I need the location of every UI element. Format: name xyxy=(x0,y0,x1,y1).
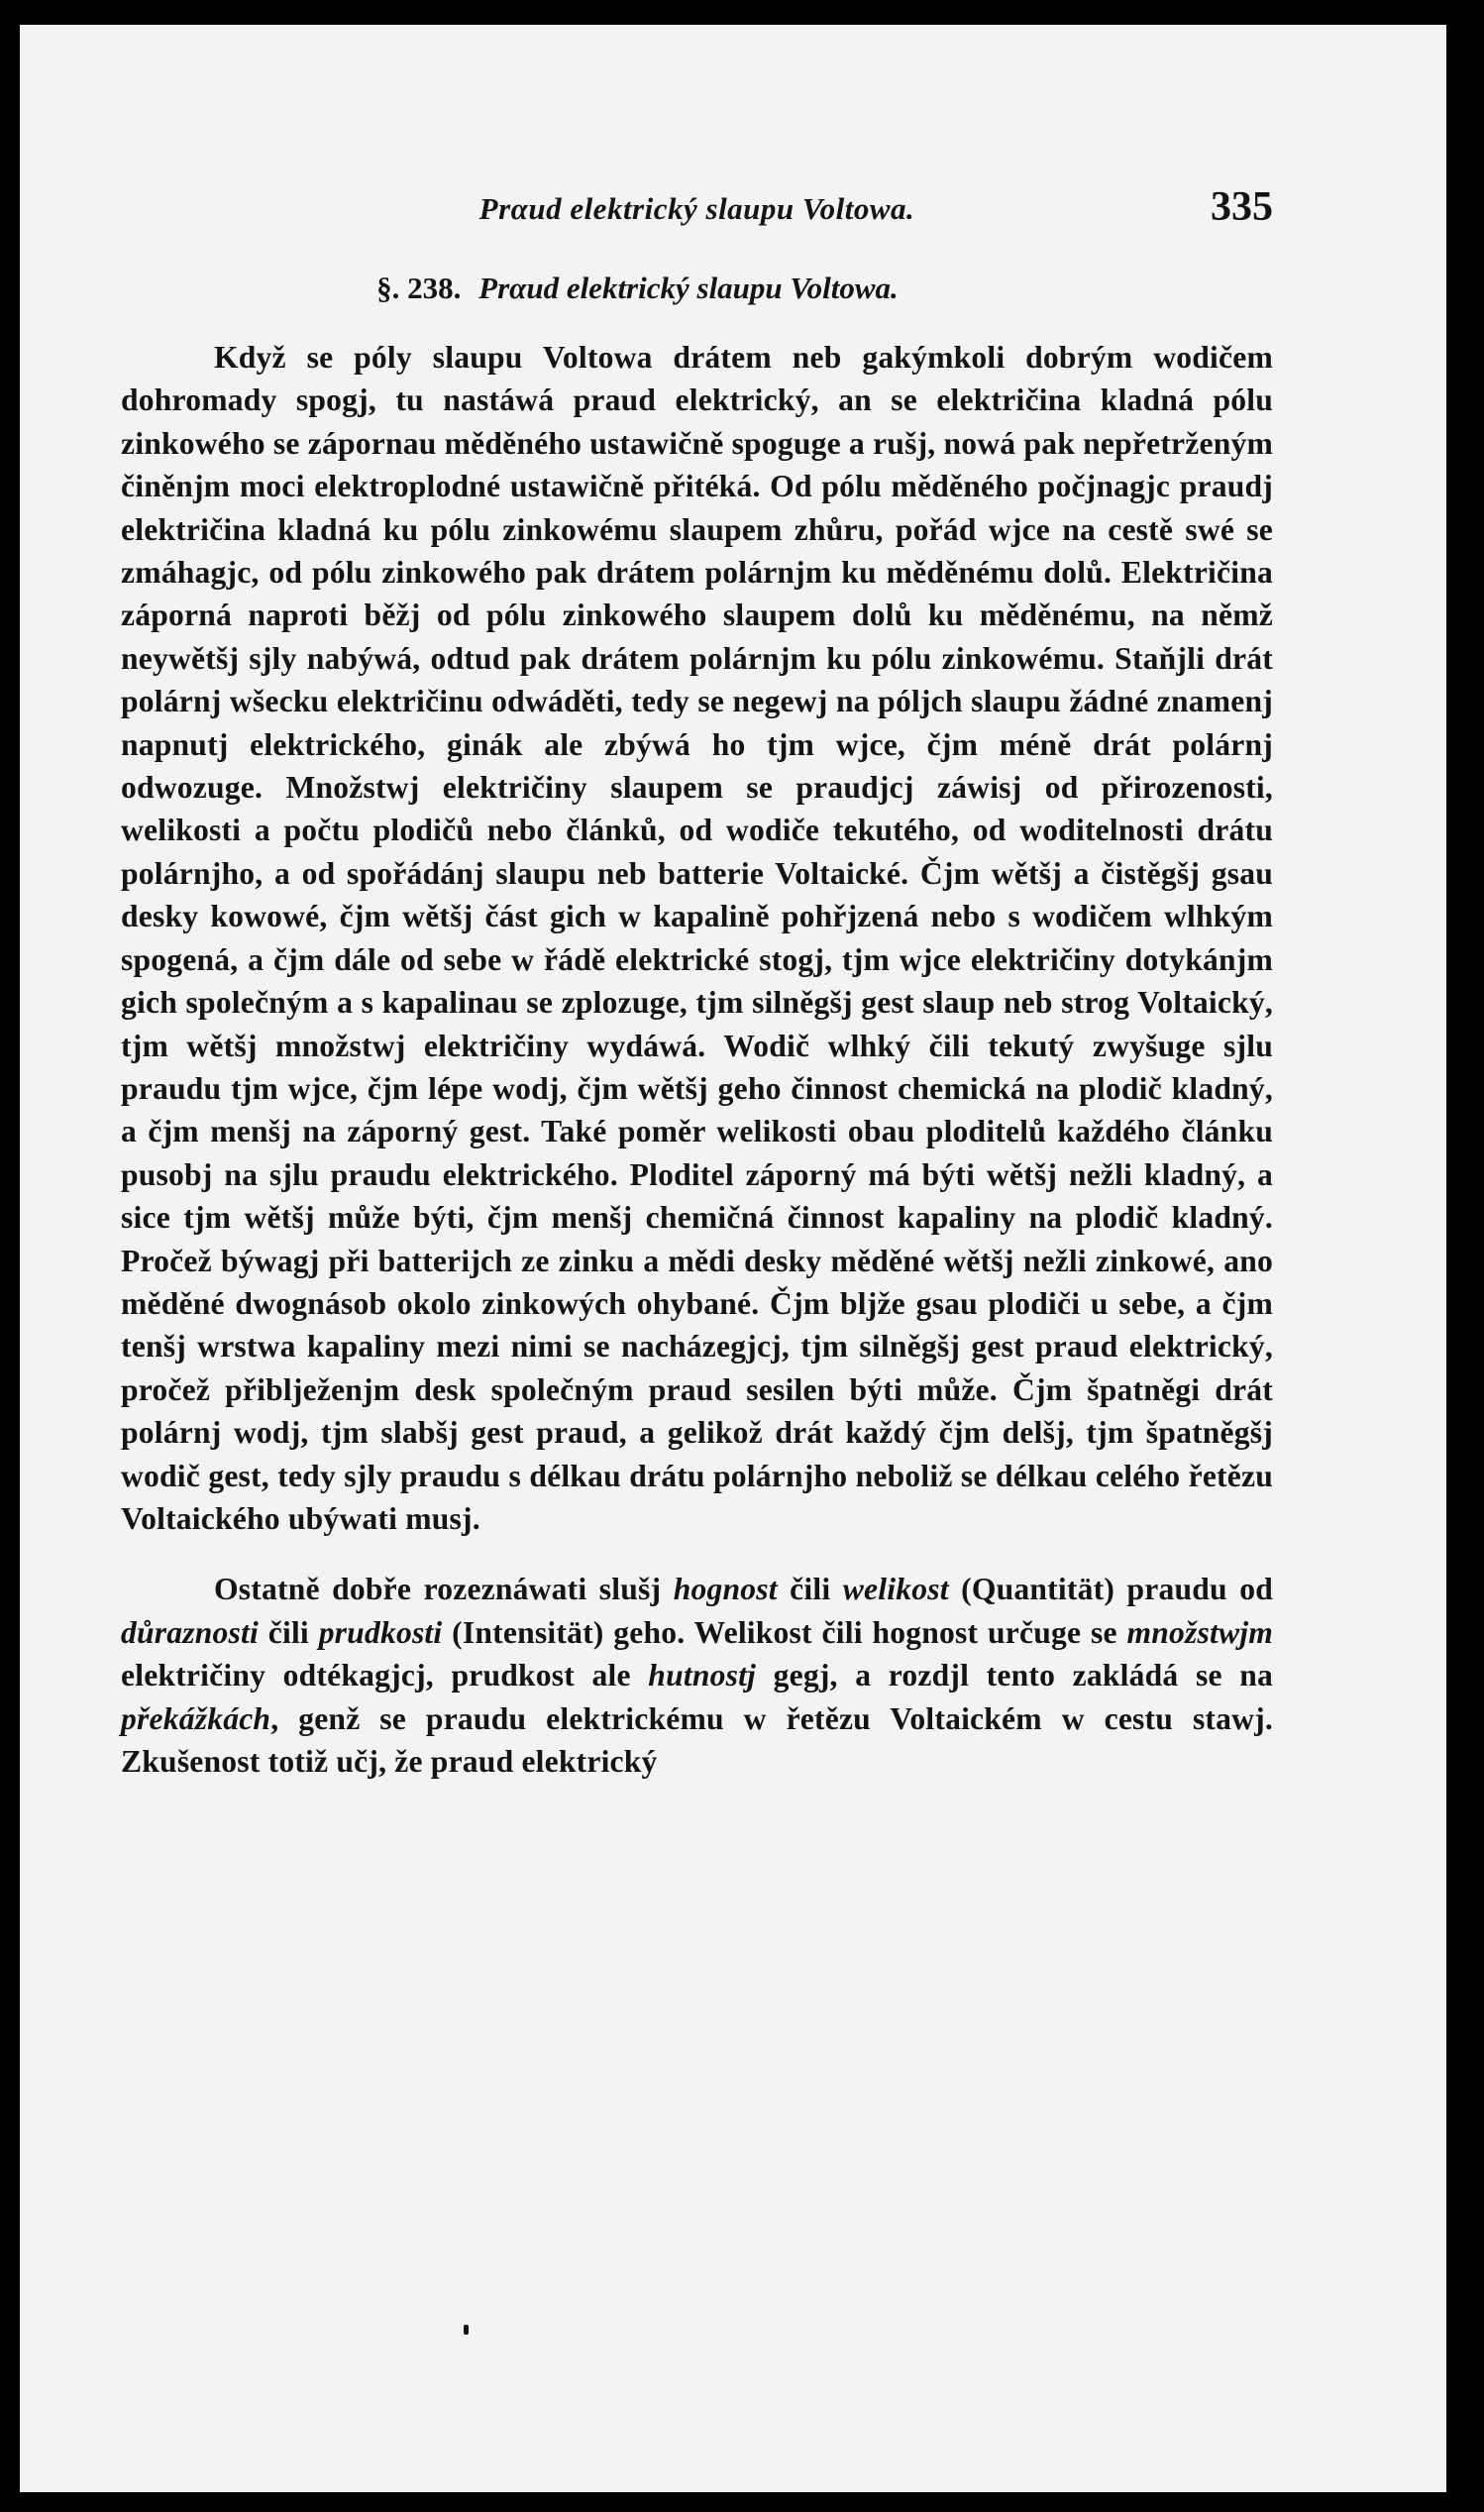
emphasis-term: prudkosti xyxy=(318,1614,443,1650)
section-number: §. 238. xyxy=(376,271,462,305)
text-run: , genž se praudu elektrickému w řetězu Voltaickém w cestu stawj. Zkušenost totiž učj, že praud elektrický xyxy=(121,1700,1273,1779)
scanned-page xyxy=(20,25,1446,2492)
body-paragraph-1: Když se póly slaupu Voltowa drátem neb gakýmkoli dobrým wodičem dohromady spogj, tu nastáwá praud elektrický, an se električina kladná pólu zinkowého se zápornau měděného ustawičně spoguge a rušj, nowá pak nepřetrženým činěnjm moci elektroplodné ustawičně přitéká. Od pólu měděného počjnagjc praudj električina kladná ku pólu zinkowému slaupem zhůru, pořád wjce na cestě swé se zmáhagjc, od pólu zinkowého pak drátem polárnjm ku měděnému dolů. Električina záporná naproti běžj od pólu zinkowého slaupem dolů ku měděnému, na němž neywětšj sjly nabýwá, odtud pak drátem polárnjm ku pólu zinkowému. Staňjli drát polárnj wšecku električinu odwáděti, tedy se negewj na póljch slaupu žádné znamenj napnutj elektrického, ginák ale zbýwá ho tjm wjce, čjm méně drát polárnj odwozuge. Množstwj električiny slaupem se praudjcj záwisj od přirozenosti, welikosti a počtu plodičů nebo článků, od wodiče tekutého, od woditelnosti drátu polárnjho, a od spořádánj slaupu neb batterie Voltaické. Čjm wětšj a čistěgšj gsau desky kowowé, čjm wětšj část gich w kapalině pohřjzená nebo s wodičem wlhkým spogená, a čjm dále od sebe w řádě elektrické stogj, tjm wjce električiny dotykánjm gich společným a s kapalinau se zplozuge, tjm silněgšj gest slaup neb strog Voltaický, tjm wětšj množstwj električiny wydáwá. Wodič wlhký čili tekutý zwyšuge sjlu praudu tjm wjce, čjm lépe wodj, čjm wětšj geho činnost chemická na plodič kladný, a čjm menšj na záporný gest. Také poměr welikosti obau ploditelů každého článku pusobj na sjlu praudu elektrického. Ploditel záporný má býti wětšj nežli kladný, a sice tjm wětšj může býti, čjm menšj chemičná činnost kapaliny na plodič kladný. Pročež býwagj při batterijch ze zinku a mědi desky měděné wětšj nežli zinkowé, ano měděné dwognásob okolo zinkowých ohybané. Čjm bljže gsau plodiči u sebe, a čjm tenšj wrstwa kapaliny mezi nimi se nacházegjcj, tjm silněgšj gest praud elektrický, pročež přiblježenjm desk společným praud sesilen býti může. Čjm špatněgi drát polárnj wodj, tjm slabšj gest praud, a gelikož drát každý čjm delšj, tjm špatněgšj wodič gest, tedy sjly praudu s délkau drátu polárnjho neboliž se délkau celého řetězu Voltaického ubýwati musj. xyxy=(121,340,1273,1536)
text-run: čili xyxy=(777,1572,843,1607)
section-title: Prαud elektrický slaupu Voltowa. xyxy=(478,271,899,305)
running-title: Prαud elektrický slaupu Voltowa. xyxy=(478,191,915,226)
emphasis-term: welikost xyxy=(842,1572,949,1607)
emphasis-term: důraznosti xyxy=(121,1614,259,1650)
emphasis-term: hutnostj xyxy=(648,1658,757,1693)
text-run: čili xyxy=(258,1614,319,1650)
body-paragraph-2 xyxy=(121,1568,1273,1783)
emphasis-term: překážkách xyxy=(121,1700,271,1736)
page-content xyxy=(121,183,1273,1783)
text-run: (Intensität) geho. Welikost čili hognost určuge se xyxy=(442,1614,1127,1650)
running-head xyxy=(121,183,1273,243)
emphasis-term: hognost xyxy=(673,1572,778,1607)
emphasis-term: množstwjm xyxy=(1126,1614,1273,1650)
text-run: gegj, a rozdjl tento zakládá se na xyxy=(756,1658,1274,1693)
section-heading xyxy=(121,271,1273,306)
text-run: električiny odtékagjcj, prudkost ale xyxy=(121,1658,649,1693)
ink-speck xyxy=(464,2325,469,2335)
text-run: (Quantität) praudu od xyxy=(948,1572,1273,1607)
page-number: 335 xyxy=(1211,184,1273,230)
text-run: Ostatně dobře rozeznáwati slušj xyxy=(214,1572,674,1607)
